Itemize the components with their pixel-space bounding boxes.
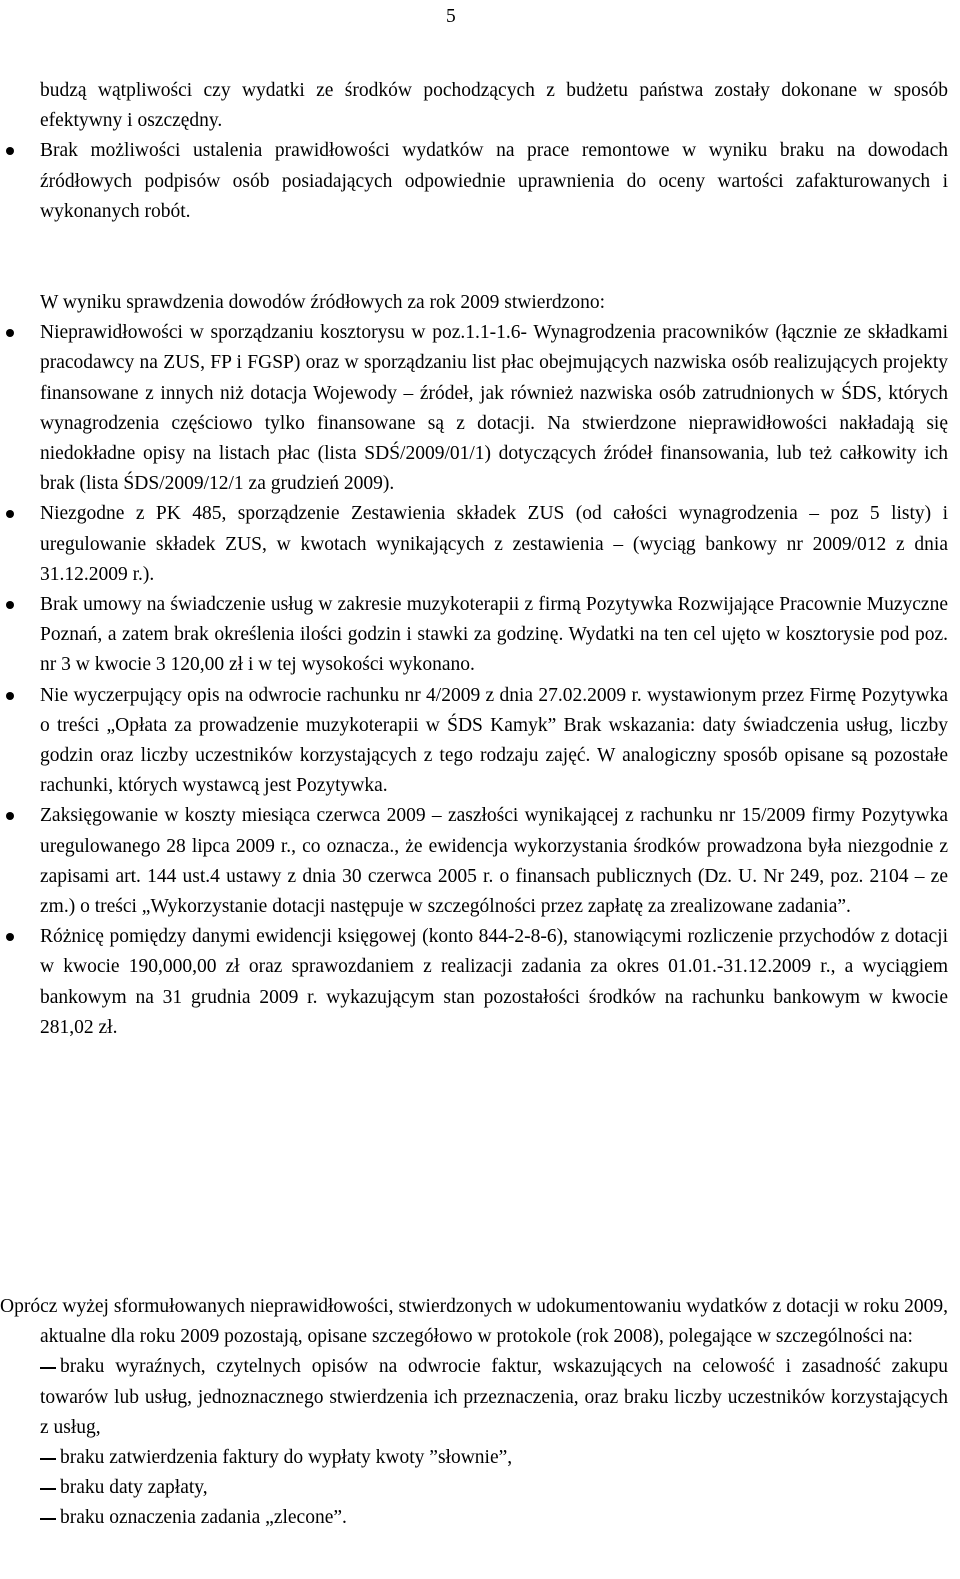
bullet-icon xyxy=(6,510,14,518)
bullet-icon xyxy=(6,329,14,337)
page-number: 5 xyxy=(446,6,456,27)
bullet-icon xyxy=(6,601,14,609)
dash-icon xyxy=(40,1367,56,1369)
list-item-text: Nieprawidłowości w sporządzaniu kosztorysu w poz.1.1-1.6- Wynagrodzenia pracowników (łącznie ze składkami pracodawcy na ZUS, FP i FGSP) oraz w sporządzaniu list płac obejmujących nazwiska osób realizujących projekty finansowane z innych niż dotacja Wojewody – źródeł, jak również nazwiska osób zatrudnionych w ŚDS, których wynagrodzenia częściowo tylko finansowane są z dotacji. Na stwierdzone nieprawidłowości nakładają się niedokładne opisy na listach płac (lista SDŚ/2009/01/1) dotyczących źródeł finansowania, lub też całkowity ich brak (lista ŚDS/2009/12/1 za grudzień 2009). xyxy=(40,322,948,495)
top-bullet-list xyxy=(0,136,960,227)
closing-section xyxy=(0,1292,960,1534)
list-item xyxy=(0,136,960,227)
list-item xyxy=(0,318,960,499)
dash-item-text: braku oznaczenia zadania „zlecone”. xyxy=(60,1507,347,1529)
list-item xyxy=(0,922,960,1043)
list-item xyxy=(0,590,960,681)
continuation-paragraph: budzą wątpliwości czy wydatki ze środków pochodzących z budżetu państwa zostały dokonane w sposób efektywny i oszczędny. xyxy=(40,80,948,132)
list-item-text: Niezgodne z PK 485, sporządzenie Zestawienia składek ZUS (od całości wynagrodzenia – poz 5 listy) i uregulowanie składek ZUS, w kwotach wynikających z zestawienia – (wyciąg bankowy nr 2009/012 z dnia 31.12.2009 r.). xyxy=(40,503,948,585)
document-body xyxy=(0,76,960,227)
dash-icon xyxy=(40,1518,56,1520)
bullet-icon xyxy=(6,692,14,700)
bullet-icon xyxy=(6,933,14,941)
bullet-icon xyxy=(6,812,14,820)
dash-item-text: braku zatwierdzenia faktury do wypłaty kwoty ”słownie”, xyxy=(60,1447,513,1469)
dash-icon xyxy=(40,1488,56,1490)
dash-item-text: braku wyraźnych, czytelnych opisów na odwrocie faktur, wskazujących na celowość i zasadność zakupu towarów lub usług, jednoznacznego stwierdzenia ich przeznaczenia, oraz braku liczby uczestników korzystających z usług, xyxy=(40,1356,948,1438)
dash-item xyxy=(0,1473,960,1503)
dash-item-text: braku daty zapłaty, xyxy=(60,1477,208,1499)
findings-section xyxy=(0,288,960,1043)
list-item xyxy=(0,801,960,922)
findings-list xyxy=(0,318,960,1043)
list-item-text: Różnicę pomiędzy danymi ewidencji księgowej (konto 844-2-8-6), stanowiącymi rozliczenie przychodów z dotacji w kwocie 190,000,00 zł oraz sprawozdaniem z realizacji zadania za okres 01.01.-31.12.2009 r., a wyciągiem bankowym na 31 grudnia 2009 r. wykazującym stan pozostałości środków na rachunku bankowym w kwocie 281,02 zł. xyxy=(40,926,948,1038)
list-item xyxy=(0,681,960,802)
dash-item xyxy=(0,1503,960,1533)
list-item xyxy=(0,499,960,590)
list-item-text: Nie wyczerpujący opis na odwrocie rachunku nr 4/2009 z dnia 27.02.2009 r. wystawionym przez Firmę Pozytywka o treści „Opłata za prowadzenie muzykoterapii w ŚDS Kamyk” Brak wskazania: daty świadczenia usług, liczby godzin oraz liczby uczestników korzystających z tego rodzaju zajęć. W analogiczny sposób opisane są pozostałe rachunki, których wystawcą jest Pozytywka. xyxy=(40,684,948,797)
list-item-text: Brak umowy na świadczenie usług w zakresie muzykoterapii z firmą Pozytywka Rozwijające Pracownie Muzyczne Poznań, a zatem brak określenia ilości godzin i stawki za godzinę. Wydatki na ten cel ujęto w kosztorysie pod poz. nr 3 w kwocie 3 120,00 zł i w tej wysokości wykonano. xyxy=(40,594,948,676)
dash-item xyxy=(0,1443,960,1473)
section-intro: W wyniku sprawdzenia dowodów źródłowych za rok 2009 stwierdzono: xyxy=(40,292,606,313)
dash-item xyxy=(0,1352,960,1443)
closing-paragraph: Oprócz wyżej sformułowanych nieprawidłowości, stwierdzonych w udokumentowaniu wydatków z dotacji w roku 2009, aktualne dla roku 2009 pozostają, opisane szczegółowo w protokole (rok 2008), polegające w szczególności na: xyxy=(0,1296,948,1348)
dash-icon xyxy=(40,1458,56,1460)
dash-list xyxy=(0,1352,960,1533)
list-item-text: Zaksięgowanie w koszty miesiąca czerwca 2009 – zaszłości wynikającej z rachunku nr 15/2009 firmy Pozytywka uregulowanego 28 lipca 2009 r., co oznacza., że ewidencja wykorzystania środków prowadzona była niezgodnie z zapisami art. 144 ust.4 ustawy z dnia 30 czerwca 2005 r. o finansach publicznych (Dz. U. Nr 249, poz. 2104 – ze zm.) o treści „Wykorzystanie dotacji następuje w szczególności przez zapłatę za zrealizowane zadania”. xyxy=(40,805,948,918)
bullet-icon xyxy=(6,147,14,155)
list-item-text: Brak możliwości ustalenia prawidłowości wydatków na prace remontowe w wyniku braku na dowodach źródłowych podpisów osób posiadających odpowiednie uprawnienia do oceny wartości zafakturowanych i wykonanych robót. xyxy=(40,140,948,222)
